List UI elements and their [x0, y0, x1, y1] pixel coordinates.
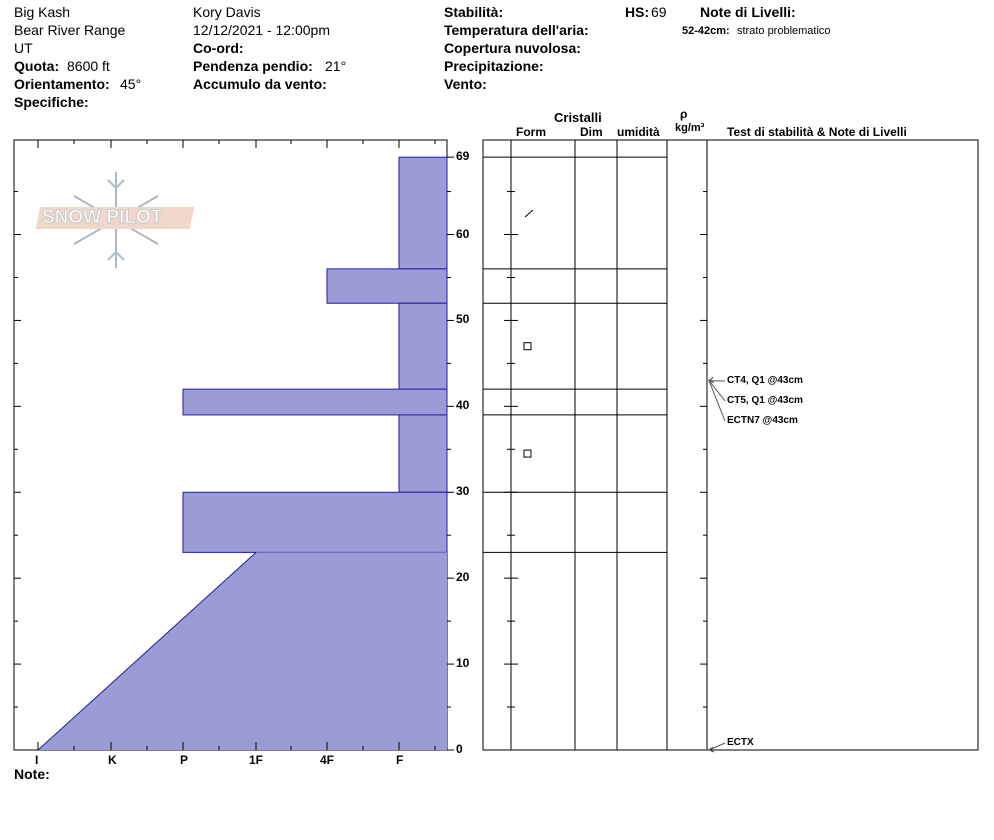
density-unit: kg/m³ [675, 122, 705, 134]
grain-faceted-icon [524, 343, 531, 350]
slope-value: 21° [325, 58, 347, 74]
depth-label-69: 69 [456, 149, 470, 164]
observer: Kory Davis [193, 4, 261, 20]
depth-label-20: 20 [456, 570, 470, 585]
coord-label: Co-ord: [193, 40, 244, 56]
test-pointer [709, 381, 725, 401]
precip-label: Precipitazione: [444, 58, 544, 74]
layer-note-range: 52-42cm: [682, 25, 730, 37]
hardness-label-1F: 1F [249, 753, 264, 767]
aspect-label: Orientamento: [14, 76, 110, 92]
stability-label: Stabilità: [444, 4, 504, 20]
hardness-label-K: K [108, 753, 117, 767]
tests-header: Test di stabilità & Note di Livelli [727, 125, 907, 139]
depth-label-40: 40 [456, 398, 470, 413]
moisture-header: umidità [617, 125, 660, 139]
air-temp-label: Temperatura dell'aria: [444, 22, 589, 38]
depth-label-0: 0 [456, 742, 463, 756]
layer-note-text: strato problematico [737, 25, 831, 37]
crystals-header: Cristalli [554, 110, 602, 125]
cloud-label: Copertura nuvolosa: [444, 40, 581, 56]
stability-test-label: ECTN7 @43cm [727, 415, 798, 426]
layer-notes-label: Note di Livelli: [700, 4, 796, 20]
wind-label: Vento: [444, 76, 487, 92]
wind-loading-label: Accumulo da vento: [193, 76, 327, 92]
aspect-value: 45° [120, 76, 142, 92]
location: Big Kash [14, 4, 71, 20]
layer-table-frame [483, 140, 978, 750]
grain-decomposing-icon [525, 210, 533, 217]
depth-label-30: 30 [456, 484, 470, 499]
specifics-label: Specifiche: [14, 94, 89, 110]
depth-label-50: 50 [456, 312, 470, 327]
form-header: Form [516, 125, 546, 139]
elevation-label: Quota: [14, 58, 60, 74]
hardness-label-4F: 4F [320, 753, 335, 767]
test-pointer [709, 381, 725, 421]
datetime: 12/12/2021 - 12:00pm [193, 22, 330, 38]
hs-value: 69 [651, 4, 667, 20]
size-header: Dim [580, 125, 603, 139]
range: Bear River Range [14, 22, 126, 38]
logo-text: SNOW PILOT [42, 207, 163, 228]
hardness-label-F: F [396, 753, 404, 767]
depth-label-10: 10 [456, 656, 470, 671]
hardness-label-P: P [180, 753, 189, 767]
rho-header: ρ [680, 107, 688, 121]
depth-label-60: 60 [456, 226, 470, 241]
state: UT [14, 40, 33, 56]
elevation-value: 8600 ft [67, 58, 110, 74]
stability-test-label: CT5, Q1 @43cm [727, 395, 803, 406]
note-label: Note: [14, 766, 50, 782]
stability-test-label: ECTX [727, 737, 754, 748]
grain-faceted-icon [524, 450, 531, 457]
slope-label: Pendenza pendio: [193, 58, 313, 74]
hs-label: HS: [625, 4, 650, 20]
hardness-label-I: I [35, 753, 39, 767]
stability-test-label: CT4, Q1 @43cm [727, 375, 803, 386]
test-pointer [709, 743, 725, 750]
